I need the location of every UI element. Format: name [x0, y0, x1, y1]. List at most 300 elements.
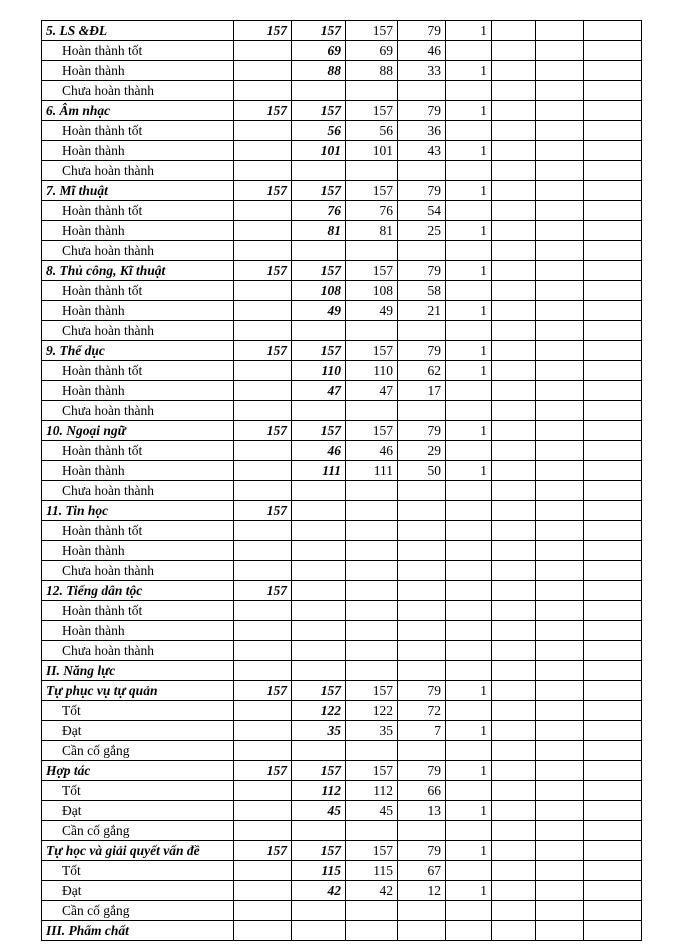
row-label: Chưa hoàn thành [42, 401, 234, 421]
cell-c2 [292, 921, 346, 941]
section-row [42, 581, 642, 601]
cell-c1: 157 [234, 421, 292, 441]
cell-c2 [292, 161, 346, 181]
cell-c4: 21 [398, 301, 446, 321]
cell-c5 [446, 281, 492, 301]
cell-c3 [346, 521, 398, 541]
section-row [42, 661, 642, 681]
empty-cell [536, 261, 584, 281]
cell-c4 [398, 661, 446, 681]
cell-c1 [234, 861, 292, 881]
cell-c2: 122 [292, 701, 346, 721]
cell-c1 [234, 361, 292, 381]
row-label: Hoàn thành tốt [42, 201, 234, 221]
empty-cell [492, 921, 536, 941]
cell-c4: 79 [398, 341, 446, 361]
cell-c3: 157 [346, 21, 398, 41]
cell-c4 [398, 401, 446, 421]
cell-c2 [292, 241, 346, 261]
cell-c4 [398, 741, 446, 761]
empty-cell [584, 921, 642, 941]
row-label: Đạt [42, 801, 234, 821]
section-row [42, 761, 642, 781]
cell-c5 [446, 161, 492, 181]
section-label: 9. Thể dục [42, 341, 234, 361]
cell-c4: 50 [398, 461, 446, 481]
empty-cell [536, 381, 584, 401]
cell-c5 [446, 321, 492, 341]
table-row [42, 481, 642, 501]
cell-c3 [346, 561, 398, 581]
cell-c4: 33 [398, 61, 446, 81]
row-label: Hoàn thành tốt [42, 521, 234, 541]
cell-c3 [346, 921, 398, 941]
cell-c5 [446, 661, 492, 681]
table-row [42, 861, 642, 881]
row-label: Hoàn thành tốt [42, 41, 234, 61]
cell-c3 [346, 741, 398, 761]
cell-c4: 36 [398, 121, 446, 141]
empty-cell [584, 761, 642, 781]
cell-c1 [234, 81, 292, 101]
cell-c5: 1 [446, 341, 492, 361]
cell-c2: 56 [292, 121, 346, 141]
cell-c3: 76 [346, 201, 398, 221]
cell-c1 [234, 921, 292, 941]
cell-c5: 1 [446, 21, 492, 41]
cell-c4 [398, 921, 446, 941]
empty-cell [536, 481, 584, 501]
cell-c1: 157 [234, 101, 292, 121]
empty-cell [536, 341, 584, 361]
empty-cell [492, 841, 536, 861]
cell-c1 [234, 901, 292, 921]
cell-c5 [446, 381, 492, 401]
empty-cell [492, 861, 536, 881]
cell-c2: 76 [292, 201, 346, 221]
cell-c4: 79 [398, 181, 446, 201]
empty-cell [492, 261, 536, 281]
empty-cell [492, 221, 536, 241]
row-label: Hoàn thành tốt [42, 601, 234, 621]
empty-cell [584, 181, 642, 201]
cell-c3: 101 [346, 141, 398, 161]
empty-cell [536, 641, 584, 661]
cell-c1 [234, 701, 292, 721]
table-row [42, 161, 642, 181]
table-row [42, 61, 642, 81]
empty-cell [584, 221, 642, 241]
cell-c4: 72 [398, 701, 446, 721]
table-row [42, 801, 642, 821]
cell-c3: 111 [346, 461, 398, 481]
row-label: Cần cố gắng [42, 901, 234, 921]
empty-cell [492, 141, 536, 161]
cell-c1 [234, 881, 292, 901]
empty-cell [492, 721, 536, 741]
cell-c4: 66 [398, 781, 446, 801]
cell-c3: 108 [346, 281, 398, 301]
empty-cell [492, 81, 536, 101]
cell-c5 [446, 201, 492, 221]
cell-c1 [234, 561, 292, 581]
cell-c5: 1 [446, 221, 492, 241]
table-row [42, 141, 642, 161]
cell-c2: 157 [292, 841, 346, 861]
row-label: Hoàn thành [42, 301, 234, 321]
cell-c1 [234, 481, 292, 501]
empty-cell [536, 841, 584, 861]
section-row [42, 261, 642, 281]
cell-c3: 46 [346, 441, 398, 461]
table-row [42, 881, 642, 901]
section-label: Hợp tác [42, 761, 234, 781]
empty-cell [492, 501, 536, 521]
row-label: Chưa hoàn thành [42, 81, 234, 101]
cell-c4: 79 [398, 421, 446, 441]
cell-c2 [292, 501, 346, 521]
empty-cell [492, 741, 536, 761]
empty-cell [536, 401, 584, 421]
empty-cell [492, 41, 536, 61]
cell-c1: 157 [234, 341, 292, 361]
empty-cell [584, 621, 642, 641]
cell-c4 [398, 321, 446, 341]
cell-c1 [234, 121, 292, 141]
empty-cell [536, 661, 584, 681]
table-row [42, 241, 642, 261]
cell-c2: 157 [292, 341, 346, 361]
section-row [42, 841, 642, 861]
section-label: Tự phục vụ tự quản [42, 681, 234, 701]
empty-cell [492, 601, 536, 621]
cell-c2 [292, 821, 346, 841]
empty-cell [536, 141, 584, 161]
empty-cell [536, 81, 584, 101]
cell-c5 [446, 401, 492, 421]
cell-c2: 47 [292, 381, 346, 401]
cell-c2: 81 [292, 221, 346, 241]
cell-c4: 79 [398, 101, 446, 121]
cell-c5 [446, 481, 492, 501]
statistics-table [41, 20, 642, 941]
cell-c1 [234, 241, 292, 261]
empty-cell [536, 861, 584, 881]
empty-cell [536, 41, 584, 61]
cell-c5: 1 [446, 801, 492, 821]
cell-c1: 157 [234, 181, 292, 201]
table-row [42, 321, 642, 341]
empty-cell [536, 501, 584, 521]
empty-cell [536, 521, 584, 541]
row-label: Hoàn thành [42, 381, 234, 401]
empty-cell [492, 21, 536, 41]
cell-c5: 1 [446, 721, 492, 741]
empty-cell [492, 641, 536, 661]
table-row [42, 361, 642, 381]
empty-cell [584, 581, 642, 601]
empty-cell [584, 101, 642, 121]
cell-c5 [446, 561, 492, 581]
row-label: Hoàn thành tốt [42, 121, 234, 141]
section-label: 12. Tiếng dân tộc [42, 581, 234, 601]
empty-cell [536, 681, 584, 701]
empty-cell [584, 841, 642, 861]
empty-cell [584, 161, 642, 181]
row-label: Chưa hoàn thành [42, 161, 234, 181]
cell-c3: 35 [346, 721, 398, 741]
empty-cell [492, 541, 536, 561]
cell-c3 [346, 321, 398, 341]
cell-c1 [234, 61, 292, 81]
cell-c1 [234, 821, 292, 841]
empty-cell [536, 921, 584, 941]
empty-cell [584, 901, 642, 921]
empty-cell [584, 501, 642, 521]
empty-cell [584, 261, 642, 281]
empty-cell [492, 761, 536, 781]
cell-c2 [292, 81, 346, 101]
cell-c1: 157 [234, 261, 292, 281]
cell-c4 [398, 621, 446, 641]
section-label: Tự học và giải quyết vấn đề [42, 841, 234, 861]
table-row [42, 741, 642, 761]
cell-c2 [292, 601, 346, 621]
section-row [42, 101, 642, 121]
cell-c1 [234, 601, 292, 621]
empty-cell [584, 201, 642, 221]
table-body [42, 21, 642, 941]
cell-c2: 112 [292, 781, 346, 801]
table-row [42, 621, 642, 641]
table-row [42, 401, 642, 421]
cell-c1 [234, 441, 292, 461]
empty-cell [536, 221, 584, 241]
empty-cell [492, 901, 536, 921]
cell-c3 [346, 161, 398, 181]
cell-c1 [234, 41, 292, 61]
empty-cell [584, 61, 642, 81]
empty-cell [584, 381, 642, 401]
cell-c4: 79 [398, 681, 446, 701]
row-label: Chưa hoàn thành [42, 241, 234, 261]
empty-cell [492, 201, 536, 221]
cell-c1: 157 [234, 21, 292, 41]
empty-cell [536, 321, 584, 341]
cell-c1 [234, 381, 292, 401]
cell-c1 [234, 661, 292, 681]
empty-cell [536, 761, 584, 781]
cell-c1 [234, 801, 292, 821]
row-label: Hoàn thành tốt [42, 361, 234, 381]
empty-cell [584, 601, 642, 621]
empty-cell [492, 681, 536, 701]
empty-cell [536, 281, 584, 301]
section-row [42, 341, 642, 361]
cell-c5: 1 [446, 461, 492, 481]
empty-cell [584, 721, 642, 741]
cell-c4 [398, 821, 446, 841]
cell-c4: 58 [398, 281, 446, 301]
cell-c3: 157 [346, 341, 398, 361]
cell-c1: 157 [234, 761, 292, 781]
empty-cell [536, 721, 584, 741]
cell-c2: 157 [292, 681, 346, 701]
empty-cell [492, 821, 536, 841]
row-label: Hoàn thành [42, 61, 234, 81]
empty-cell [536, 161, 584, 181]
empty-cell [536, 881, 584, 901]
empty-cell [584, 441, 642, 461]
empty-cell [492, 781, 536, 801]
cell-c2 [292, 641, 346, 661]
empty-cell [536, 701, 584, 721]
cell-c4 [398, 501, 446, 521]
empty-cell [536, 601, 584, 621]
section-row [42, 21, 642, 41]
empty-cell [536, 421, 584, 441]
empty-cell [584, 701, 642, 721]
row-label: Tốt [42, 861, 234, 881]
empty-cell [536, 241, 584, 261]
cell-c2: 46 [292, 441, 346, 461]
empty-cell [492, 401, 536, 421]
cell-c4 [398, 541, 446, 561]
empty-cell [492, 381, 536, 401]
cell-c3: 157 [346, 181, 398, 201]
empty-cell [584, 81, 642, 101]
cell-c5 [446, 521, 492, 541]
empty-cell [584, 641, 642, 661]
cell-c2: 35 [292, 721, 346, 741]
cell-c5: 1 [446, 101, 492, 121]
empty-cell [584, 401, 642, 421]
cell-c5: 1 [446, 421, 492, 441]
empty-cell [536, 301, 584, 321]
empty-cell [584, 661, 642, 681]
cell-c3: 56 [346, 121, 398, 141]
empty-cell [492, 621, 536, 641]
cell-c1: 157 [234, 501, 292, 521]
cell-c1 [234, 541, 292, 561]
row-label: Đạt [42, 881, 234, 901]
cell-c3: 157 [346, 421, 398, 441]
cell-c3: 157 [346, 761, 398, 781]
cell-c2 [292, 561, 346, 581]
cell-c1 [234, 321, 292, 341]
section-row [42, 181, 642, 201]
row-label: Hoàn thành [42, 221, 234, 241]
empty-cell [536, 541, 584, 561]
section-label: 6. Âm nhạc [42, 101, 234, 121]
cell-c4 [398, 241, 446, 261]
cell-c3: 45 [346, 801, 398, 821]
section-label: 11. Tin học [42, 501, 234, 521]
cell-c2 [292, 581, 346, 601]
cell-c4: 79 [398, 761, 446, 781]
cell-c4: 54 [398, 201, 446, 221]
cell-c3: 42 [346, 881, 398, 901]
cell-c2: 45 [292, 801, 346, 821]
section-row [42, 501, 642, 521]
cell-c2: 157 [292, 181, 346, 201]
cell-c2: 115 [292, 861, 346, 881]
empty-cell [584, 521, 642, 541]
cell-c1 [234, 461, 292, 481]
empty-cell [536, 121, 584, 141]
cell-c5 [446, 921, 492, 941]
table-row [42, 541, 642, 561]
cell-c5: 1 [446, 761, 492, 781]
empty-cell [584, 241, 642, 261]
cell-c5: 1 [446, 361, 492, 381]
cell-c3 [346, 821, 398, 841]
cell-c4 [398, 521, 446, 541]
empty-cell [492, 481, 536, 501]
cell-c5: 1 [446, 261, 492, 281]
cell-c5 [446, 901, 492, 921]
row-label: Chưa hoàn thành [42, 561, 234, 581]
cell-c4 [398, 161, 446, 181]
empty-cell [536, 821, 584, 841]
cell-c5: 1 [446, 61, 492, 81]
empty-cell [584, 741, 642, 761]
empty-cell [492, 521, 536, 541]
table-row [42, 41, 642, 61]
cell-c2: 108 [292, 281, 346, 301]
cell-c5 [446, 621, 492, 641]
cell-c3: 157 [346, 841, 398, 861]
empty-cell [492, 241, 536, 261]
cell-c5: 1 [446, 141, 492, 161]
empty-cell [584, 301, 642, 321]
row-label: Tốt [42, 781, 234, 801]
cell-c5 [446, 501, 492, 521]
cell-c2 [292, 621, 346, 641]
row-label: Hoàn thành tốt [42, 441, 234, 461]
empty-cell [536, 581, 584, 601]
empty-cell [492, 321, 536, 341]
empty-cell [536, 561, 584, 581]
cell-c5: 1 [446, 681, 492, 701]
empty-cell [536, 801, 584, 821]
table-row [42, 781, 642, 801]
cell-c3 [346, 621, 398, 641]
cell-c3 [346, 401, 398, 421]
empty-cell [492, 561, 536, 581]
cell-c4: 79 [398, 21, 446, 41]
section-label: 5. LS &ĐL [42, 21, 234, 41]
table-row [42, 81, 642, 101]
empty-cell [492, 361, 536, 381]
cell-c1 [234, 781, 292, 801]
cell-c5: 1 [446, 881, 492, 901]
cell-c1: 157 [234, 581, 292, 601]
cell-c3 [346, 241, 398, 261]
cell-c4: 13 [398, 801, 446, 821]
cell-c2: 157 [292, 421, 346, 441]
cell-c2 [292, 481, 346, 501]
table-row [42, 281, 642, 301]
cell-c3: 88 [346, 61, 398, 81]
cell-c2: 42 [292, 881, 346, 901]
cell-c2: 69 [292, 41, 346, 61]
cell-c5 [446, 541, 492, 561]
cell-c3: 49 [346, 301, 398, 321]
cell-c3 [346, 541, 398, 561]
empty-cell [492, 421, 536, 441]
cell-c2: 157 [292, 21, 346, 41]
